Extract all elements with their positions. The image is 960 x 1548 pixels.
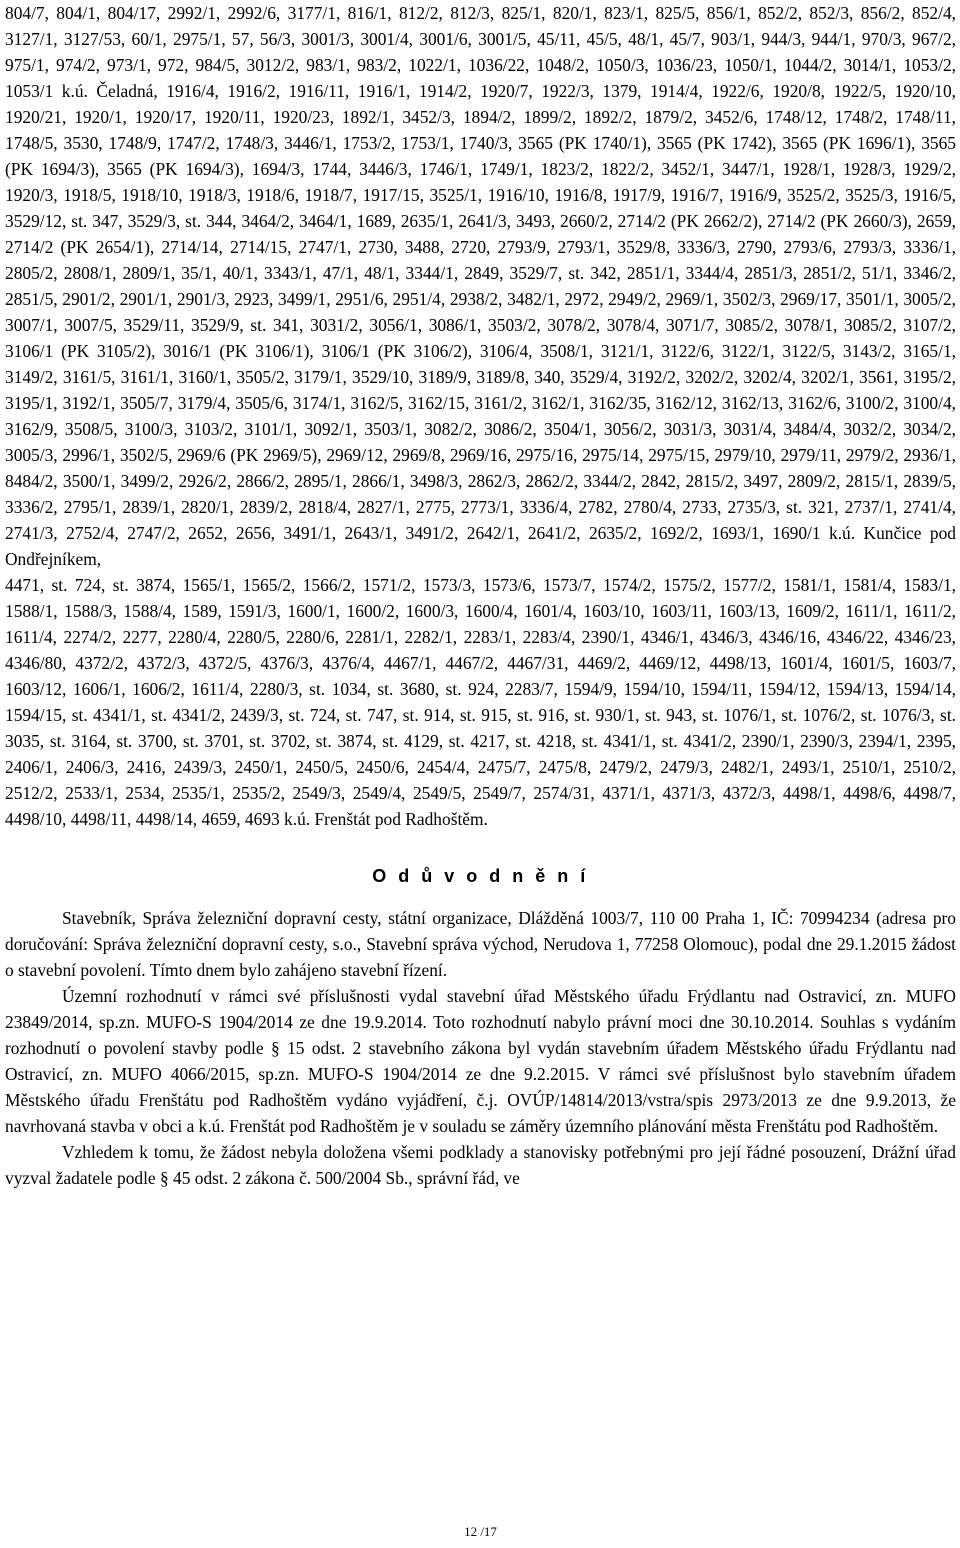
- parcel-list-frenstat: 4471, st. 724, st. 3874, 1565/1, 1565/2, 1566/2, 1571/2, 1573/3, 1573/6, 1573/7, 1574/2, 1575/2, 1577/2, 1581/1, 1581/4, 1583/1, 1588/1, 1588/3, 1588/4, 1589, 1591/3, 1600/1, 1600/2, 1600/3, 1600/4, 1601/4, 1603/10, 1603/11, 1603/13, 1609/2, 1611/1, 1611/2, 1611/4, 2274/2, 2277, 2280/4, 2280/5, 2280/6, 2281/1, 2282/1, 2283/1, 2283/4, 2390/1, 4346/1, 4346/3, 4346/16, 4346/22, 4346/23, 4346/80, 4372/2, 4372/3, 4372/5, 4376/3, 4376/4, 4467/1, 4467/2, 4467/31, 4469/2, 4469/12, 4498/13, 1601/4, 1601/5, 1603/7, 1603/12, 1606/1, 1606/2, 1611/4, 2280/3, st. 1034, st. 3680, st. 924, 2283/7, 1594/9, 1594/10, 1594/11, 1594/12, 1594/13, 1594/14, 1594/15, st. 4341/1, st. 4341/2, 2439/3, st. 724, st. 747, st. 914, st. 915, st. 916, st. 930/1, st. 943, st. 1076/1, st. 1076/2, st. 1076/3, st. 3035, st. 3164, st. 3700, st. 3701, st. 3702, st. 3874, st. 4129, st. 4217, st. 4218, st. 4341/1, st. 4341/2, 2390/1, 2390/3, 2394/1, 2395, 2406/1, 2406/3, 2416, 2439/3, 2450/1, 2450/5, 2450/6, 2454/4, 2475/7, 2475/8, 2479/2, 2479/3, 2482/1, 2493/1, 2510/1, 2510/2, 2512/2, 2533/1, 2534, 2535/1, 2535/2, 2549/3, 2549/4, 2549/5, 2549/7, 2574/31, 4371/1, 4371/3, 4372/3, 4498/1, 4498/6, 4498/7, 4498/10, 4498/11, 4498/14, 4659, 4693 k.ú. Frenštát pod Radhoštěm.: [5, 575, 956, 829]
- paragraph-zoning-decision: Územní rozhodnutí v rámci své příslušnosti vydal stavební úřad Městského úřadu Frýdlantu nad Ostravicí, zn. MUFO 23849/2014, sp.zn. MUFO-S 1904/2014 ze dne 19.9.2014. Toto rozhodnutí nabylo právní moci dne 30.10.2014. Souhlas s vydáním rozhodnutí o povolení stavby podle § 15 odst. 2 stavebního zákona byl vydán stavebním úřadem Městského úřadu Frýdlantu nad Ostravicí, zn. MUFO 4066/2015, sp.zn. MUFO-S 1904/2014 ze dne 9.2.2015. V rámci své příslušnost bylo stavebním úřadem Městského úřadu Frenštátu pod Radhoštěm vydáno vyjádření, č.j. OVÚP/14814/2013/vstra/spis 2973/2013 ze dne 9.9.2013, že navrhovaná stavba v obci a k.ú. Frenštát pod Radhoštěm je v souladu se záměry územního plánování města Frenštátu pod Radhoštěm.: [5, 986, 956, 1136]
- parcel-list-celadna-kuncice: 804/7, 804/1, 804/17, 2992/1, 2992/6, 3177/1, 816/1, 812/2, 812/3, 825/1, 820/1, 823/1, 825/5, 856/1, 852/2, 852/3, 856/2, 852/4, 3127/1, 3127/53, 60/1, 2975/1, 57, 56/3, 3001/3, 3001/4, 3001/6, 3001/5, 45/11, 45/5, 48/1, 45/7, 903/1, 944/3, 944/1, 970/3, 967/2, 975/1, 974/2, 973/1, 972, 984/5, 3012/2, 983/1, 983/2, 1022/1, 1036/22, 1048/2, 1050/3, 1036/23, 1050/1, 1044/2, 3014/1, 1053/2, 1053/1 k.ú. Čeladná, 1916/4, 1916/2, 1916/11, 1916/1, 1914/2, 1920/7, 1922/3, 1379, 1914/4, 1922/6, 1920/8, 1922/5, 1920/10, 1920/21, 1920/1, 1920/17, 1920/11, 1920/23, 1892/1, 3452/3, 1894/2, 1899/2, 1892/2, 1879/2, 3452/6, 1748/12, 1748/2, 1748/11, 1748/5, 3530, 1748/9, 1747/2, 1748/3, 3446/1, 1753/2, 1753/1, 1740/3, 3565 (PK 1740/1), 3565 (PK 1742), 3565 (PK 1696/1), 3565 (PK 1694/3), 3565 (PK 1694/3), 1694/3, 1744, 3446/3, 1746/1, 1749/1, 1823/2, 1822/2, 3452/1, 3447/1, 1928/1, 1928/3, 1929/2, 1920/3, 1918/5, 1918/10, 1918/3, 1918/6, 1918/7, 1917/15, 3525/1, 1916/10, 1916/8, 1917/9, 1916/7, 1916/9, 3525/2, 3525/3, 1916/5, 3529/12, st. 347, 3529/3, st. 344, 3464/2, 3464/1, 1689, 2635/1, 2641/3, 3493, 2660/2, 2714/2 (PK 2662/2), 2714/2 (PK 2660/3), 2659, 2714/2 (PK 2654/1), 2714/14, 2714/15, 2747/1, 2730, 3488, 2720, 2793/9, 2793/1, 3529/8, 3336/3, 2790, 2793/6, 2793/3, 3336/1, 2805/2, 2808/1, 2809/1, 35/1, 40/1, 3343/1, 47/1, 48/1, 3344/1, 2849, 3529/7, st. 342, 2851/1, 3344/4, 2851/3, 2851/2, 51/1, 3346/2, 2851/5, 2901/2, 2901/1, 2901/3, 2923, 3499/1, 2951/6, 2951/4, 2938/2, 3482/1, 2972, 2949/2, 2969/1, 3502/3, 2969/17, 3501/1, 3005/2, 3007/1, 3007/5, 3529/11, 3529/9, st. 341, 3031/2, 3056/1, 3086/1, 3503/2, 3078/2, 3078/4, 3071/7, 3085/2, 3078/1, 3085/2, 3107/2, 3106/1 (PK 3105/2), 3016/1 (PK 3106/1), 3106/1 (PK 3106/2), 3106/4, 3508/1, 3121/1, 3122/6, 3122/1, 3122/5, 3143/2, 3165/1, 3149/2, 3161/5, 3161/1, 3160/1, 3505/2, 3179/1, 3529/10, 3189/9, 3189/8, 340, 3529/4, 3192/2, 3202/2, 3202/4, 3202/1, 3561, 3195/2, 3195/1, 3192/1, 3505/7, 3179/4, 3505/6, 3174/1, 3162/5, 3162/15, 3161/2, 3162/1, 3162/35, 3162/12, 3162/13, 3162/6, 3100/2, 3100/4, 3162/9, 3508/5, 3100/3, 3103/2, 3101/1, 3092/1, 3503/1, 3082/2, 3086/2, 3504/1, 3056/2, 3031/3, 3031/4, 3484/4, 3032/2, 3034/2, 3005/3, 2996/1, 3502/5, 2969/6 (PK 2969/5), 2969/12, 2969/8, 2969/16, 2975/16, 2975/14, 2975/15, 2979/10, 2979/11, 2979/2, 2936/1, 8484/2, 3500/1, 3499/2, 2926/2, 2866/2, 2895/1, 2866/1, 3498/3, 2862/3, 2862/2, 3344/2, 2842, 2815/2, 3497, 2809/2, 2815/1, 2839/5, 3336/2, 2795/1, 2839/1, 2820/1, 2839/2, 2818/4, 2827/1, 2775, 2773/1, 3336/4, 2782, 2780/4, 2733, 2735/3, st. 321, 2737/1, 2741/4, 2741/3, 2752/4, 2747/2, 2652, 2656, 3491/1, 2643/1, 3491/2, 2642/1, 2641/2, 2635/2, 1692/2, 1693/1, 1690/1 k.ú. Kunčice pod Ondřejníkem,: [5, 3, 956, 569]
- section-heading: O d ů v o d n ě n í: [372, 866, 589, 886]
- paragraph-applicant: Stavebník, Správa železniční dopravní cesty, státní organizace, Dlážděná 1003/7, 110 00 Praha 1, IČ: 70994234 (adresa pro doručování: Správa železniční dopravní cesty, s.o., Stavební správa východ, Nerudova 1, 77258 Olomouc), podal dne 29.1.2015 žádost o stavební povolení. Tímto dnem bylo zahájeno stavební řízení.: [5, 908, 956, 980]
- paragraph-request: Vzhledem k tomu, že žádost nebyla doložena všemi podklady a stanovisky potřebnými pro její řádné posouzení, Drážní úřad vyzval žadatele podle § 45 odst. 2 zákona č. 500/2004 Sb., správní řád, ve: [5, 1142, 956, 1188]
- spacer: [5, 832, 956, 863]
- document-page: [5, 0, 956, 1548]
- page-number: 12 /17: [464, 1524, 497, 1539]
- spacer: [5, 889, 956, 905]
